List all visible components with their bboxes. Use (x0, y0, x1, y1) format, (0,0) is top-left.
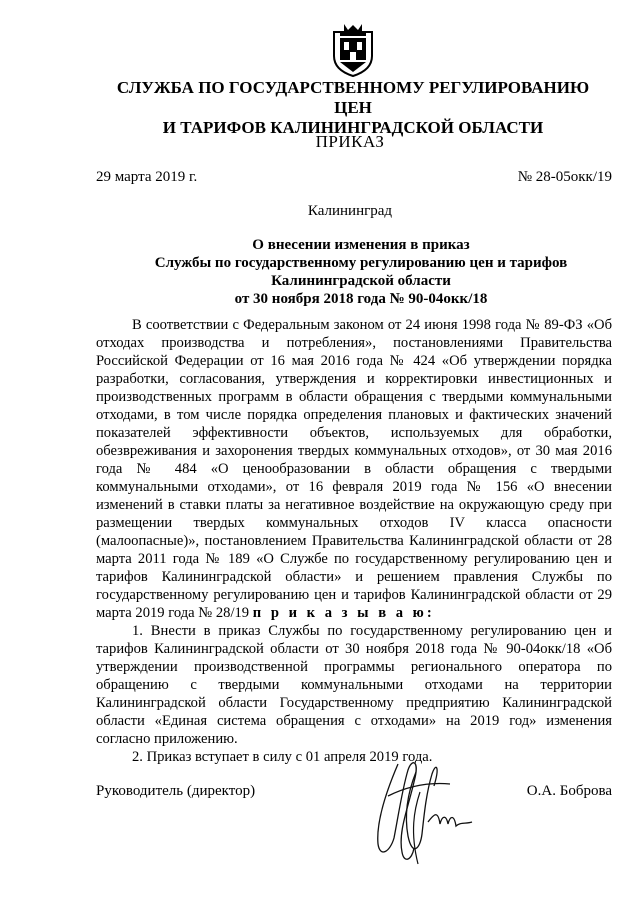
order-subject (120, 236, 602, 308)
order-date: 29 марта 2019 г. (96, 169, 198, 185)
handwritten-signature (368, 752, 478, 870)
agency-name (96, 78, 610, 138)
issue-city: Калининград (307, 203, 393, 219)
order-word: п р и к а з ы в а ю: (252, 605, 435, 621)
preamble-text: В соответствии с Федеральным законом от 24 июня 1998 года № 89-ФЗ «Об отходах производства и потребления», постановлениями Правительства Российской Федерации от 16 мая 2016 года № 424 «Об утверждении порядка разработки, согласования, утверждения и корректировки инвестиционных и производственных программ в области обращения с твердыми коммунальными отходами, в том числе порядка определения плановых и фактических значений показателей эффективности объектов, используемых для обработки, обезвреживания и захоронения твердых коммунальных отходов», от 30 мая 2016 года № 484 «О ценообразовании в области обращения с твердыми коммунальными отходами», от 16 февраля 2019 года № 156 «О внесении изменений в ставки платы за негативное воздействие на окружающую среду при размещении твердых коммунальных отходов IV класса опасности (малоопасные)», постановлением Правительства Калининградской области от 28 марта 2011 года № 189 «О Службе по государственному регулированию цен и тарифов Калининградской области» и решением правления Службы по государственному регулированию цен и тарифов Калининградской области от 29 марта 2019 года № 28/19 (96, 317, 612, 621)
item-2: 2. Приказ вступает в силу с 01 апреля 2019 года. (132, 749, 433, 765)
order-number: № 28-05окк/19 (517, 169, 612, 185)
document-type: ПРИКАЗ (315, 132, 385, 151)
subject-line3: Калининградской области (271, 273, 451, 289)
subject-line4: от 30 ноября 2018 года № 90-04окк/18 (234, 291, 488, 307)
preamble-paragraph (96, 316, 612, 622)
signatory-name: О.А. Боброва (526, 783, 612, 799)
order-body (96, 316, 612, 766)
coat-of-arms-icon (330, 22, 376, 78)
subject-line2: Службы по государственному регулированию цен и тарифов (154, 255, 568, 271)
agency-name-line2: И ТАРИФОВ КАЛИНИНГРАДСКОЙ ОБЛАСТИ (162, 118, 544, 137)
agency-name-line1: СЛУЖБА ПО ГОСУДАРСТВЕННОМУ РЕГУЛИРОВАНИЮ ЦЕН (116, 78, 590, 117)
signatory-role: Руководитель (директор) (96, 783, 256, 799)
subject-line1: О внесении изменения в приказ (252, 237, 470, 253)
item-1: 1. Внести в приказ Службы по государственному регулированию цен и тарифов Калининградской области от 30 ноября 2018 года № 90-04окк/18 «Об утверждении производственной программы регионального оператора по обращению с твердыми коммунальными отходами на территории Калининградской области Государственному предприятию Калининградской области «Единая система обращения с отходами» на 2019 год» изменения согласно приложению. (96, 623, 612, 747)
